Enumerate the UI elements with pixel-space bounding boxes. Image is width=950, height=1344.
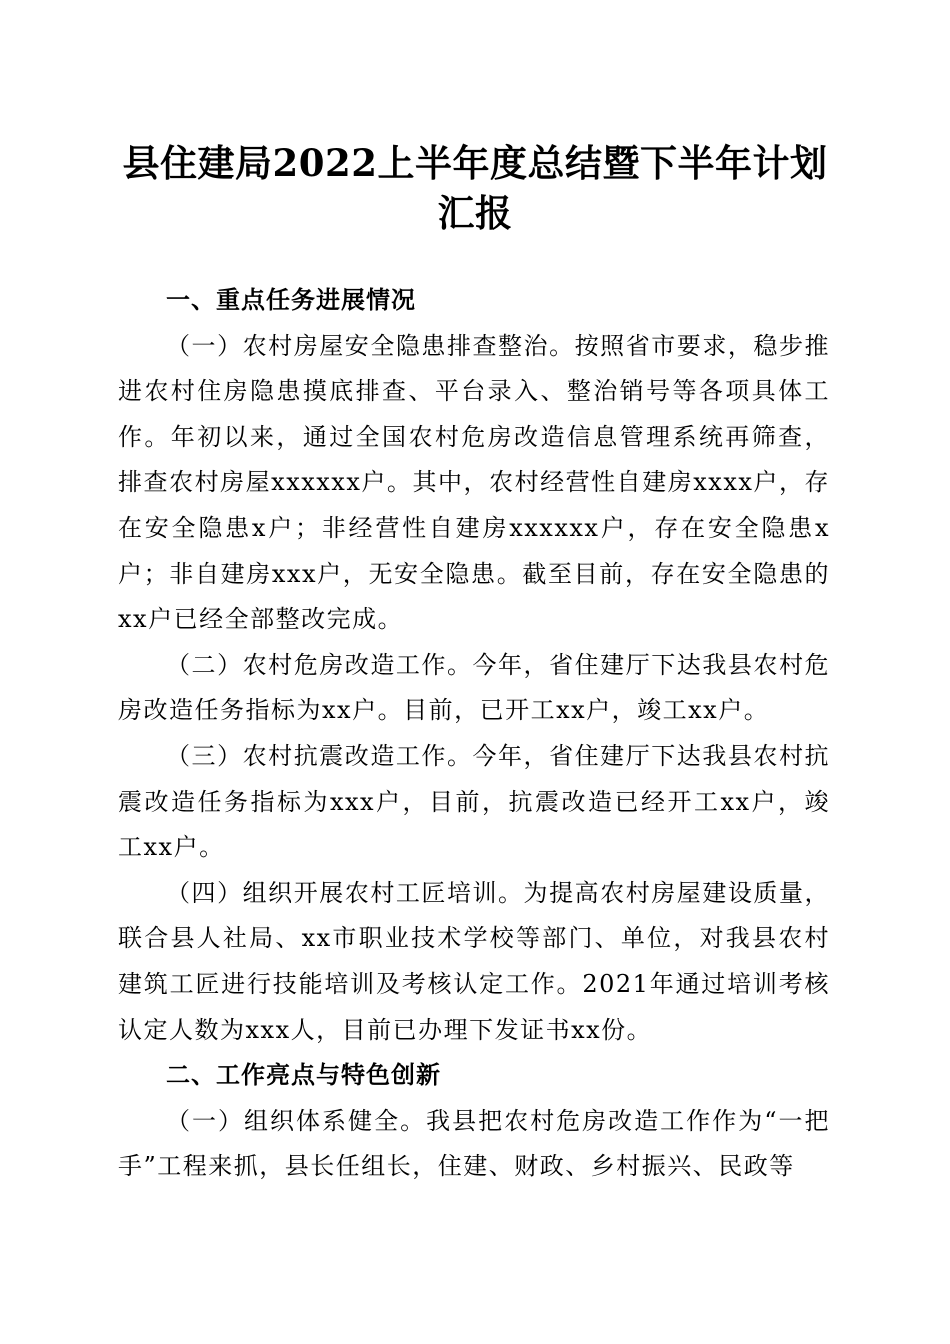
section-heading: 一、重点任务进展情况 xyxy=(166,286,416,314)
document-body xyxy=(118,278,830,1190)
paragraph: （四）组织开展农村工匠培训。为提高农村房屋建设质量，联合县人社局、xx市职业技术学校等部门、单位，对我县农村建筑工匠进行技能培训及考核认定工作。2021年通过培训考核认定人数为xxx人，目前已办理下发证书xx份。 xyxy=(118,878,830,1044)
document-title: 县住建局2022上半年度总结暨下半年计划汇报 xyxy=(122,141,828,235)
paragraph: （三）农村抗震改造工作。今年，省住建厅下达我县农村抗震改造任务指标为xxx户，目前，抗震改造已经开工xx户，竣工xx户。 xyxy=(118,741,830,862)
section-heading: 二、工作亮点与特色创新 xyxy=(166,1061,441,1090)
paragraph: （一）组织体系健全。我县把农村危房改造工作作为“一把手”工程来抓，县长任组长，住建、财政、乡村振兴、民政等 xyxy=(118,1106,830,1181)
paragraph: （一）农村房屋安全隐患排查整治。按照省市要求，稳步推进农村住房隐患摸底排查、平台录入、整治销号等各项具体工作。年初以来，通过全国农村危房改造信息管理系统再筛查，排查农村房屋xxxxxx户。其中，农村经营性自建房xxxx户，存在安全隐患x户；非经营性自建房xxxxxx户，存在安全隐患x户；非自建房xxx户，无安全隐患。截至目前，存在安全隐患的xx户已经全部整改完成。 xyxy=(118,331,830,634)
paragraph: （二）农村危房改造工作。今年，省住建厅下达我县农村危房改造任务指标为xx户。目前，已开工xx户，竣工xx户。 xyxy=(118,650,830,725)
